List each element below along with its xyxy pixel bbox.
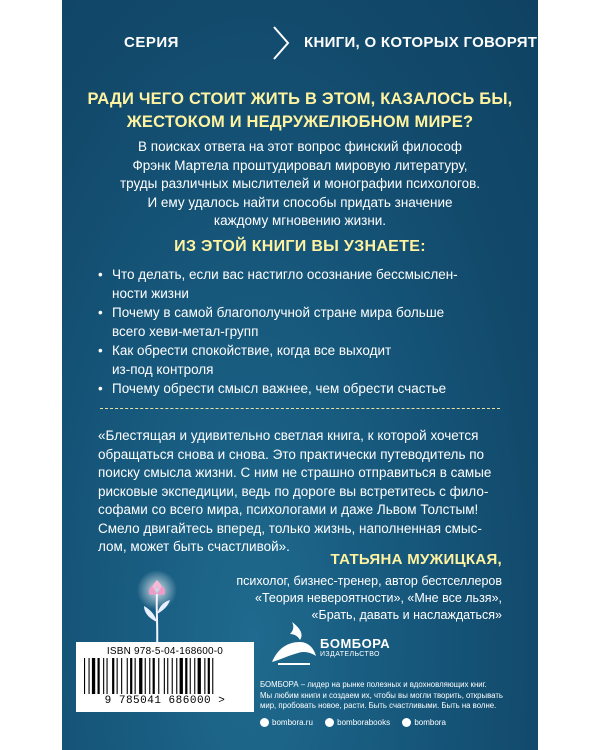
- publisher-description-line: мир, пробовать новое, расти. Быть счастливыми. Быть на волне.: [260, 701, 497, 710]
- bombora-logo-icon: [264, 618, 320, 668]
- series-label: СЕРИЯ: [124, 34, 179, 51]
- headline-line: РАДИ ЧЕГО СТОИТ ЖИТЬ В ЭТОМ, КАЗАЛОСЬ БЫ,: [87, 90, 513, 108]
- learn-list: [98, 266, 518, 400]
- barcode-bar: [103, 658, 104, 694]
- barcode-bar: [153, 658, 155, 694]
- intro-line: Фрэнк Мартела проштудировал мировую литературу,: [132, 157, 468, 173]
- quote-line: обращаться снова и снова. Это практически путеводитель по: [98, 446, 485, 462]
- social-label: bomborabooks: [337, 718, 391, 727]
- barcode-bar: [149, 658, 150, 694]
- barcode-bar: [139, 658, 142, 694]
- headline: [82, 88, 518, 134]
- bullet-icon: •: [98, 381, 103, 396]
- barcode-bar: [130, 658, 132, 694]
- list-item: [98, 380, 518, 399]
- intro-line: И ему удалось найти способы придать значение: [147, 194, 453, 210]
- vk-icon: [325, 718, 334, 727]
- barcode-bar: [158, 658, 159, 694]
- barcode-bar: [164, 658, 165, 694]
- publisher-subtitle: ИЗДАТЕЛЬСТВО: [320, 651, 380, 658]
- bullet-icon: •: [98, 267, 103, 282]
- quote-line: «Блестящая и удивительно светлая книга, к которой хочется: [98, 428, 479, 443]
- barcode-bar: [204, 658, 205, 694]
- barcode-bar: [98, 658, 100, 694]
- review-quote: [98, 427, 502, 557]
- barcode-bar: [194, 658, 195, 694]
- social-label: bombora.ru: [272, 718, 313, 727]
- series-title: КНИГИ, О КОТОРЫХ ГОВОРЯТ: [304, 34, 538, 51]
- barcode-bar: [121, 658, 122, 694]
- list-item-line: Что делать, если вас настигло осознание бессмыслен-: [112, 267, 458, 282]
- social-link-vk[interactable]: [325, 718, 390, 727]
- barcode-bar: [172, 658, 173, 694]
- barcode-bar: [180, 658, 183, 694]
- credential-line: «Брать, давать и наслаждаться»: [311, 608, 502, 622]
- publisher-description: [260, 680, 530, 712]
- quote-author: ТАТЬЯНА МУЖИЦКАЯ,: [330, 551, 502, 568]
- barcode: [82, 658, 248, 694]
- list-item-line: Почему в самой благополучной стране мира больше: [112, 305, 445, 320]
- barcode-bar: [145, 658, 146, 694]
- barcode-bar: [212, 658, 213, 694]
- list-item-line: Почему обрести смысл важнее, чем обрести счастье: [112, 381, 447, 396]
- publisher-description-line: Мы любим книги и создаем их, чтобы вы могли творить, открывать: [260, 690, 503, 700]
- credential-line: психолог, бизнес-тренер, автор бестселлеров: [236, 574, 502, 588]
- list-item-line: ности жизни: [112, 285, 189, 301]
- social-links: [260, 718, 530, 729]
- quote-line: Смело двигайтесь вперед, только жизнь, наполненная смыс-: [98, 520, 482, 536]
- instagram-icon: [260, 718, 269, 727]
- social-label: bombora: [414, 718, 446, 727]
- barcode-digits: 9 785041 686000 >: [104, 695, 226, 707]
- list-item: [98, 304, 518, 341]
- quote-line: рисковые экспедиции, ведь по дороге вы встретитесь с фило-: [98, 483, 489, 499]
- publisher-name: БОМБОРА: [320, 636, 391, 651]
- barcode-bar: [89, 658, 90, 694]
- social-link-telegram[interactable]: [402, 718, 446, 727]
- bullet-icon: •: [98, 305, 103, 320]
- intro-line: В поисках ответа на этот вопрос финский философ: [138, 139, 462, 154]
- dashed-divider: [100, 408, 500, 409]
- series-banner: [62, 0, 538, 82]
- barcode-bar: [92, 658, 95, 694]
- list-item-line: из-под контроля: [112, 361, 214, 377]
- back-cover: [62, 0, 538, 750]
- barcode-bar: [107, 658, 108, 694]
- intro-paragraph: [98, 138, 502, 231]
- isbn-label: ISBN 978-5-04-168600-0: [106, 646, 224, 657]
- list-item: [98, 342, 518, 379]
- barcode-bar: [176, 658, 177, 694]
- barcode-bar: [190, 658, 191, 694]
- quote-line: лом, может быть счастливой».: [98, 539, 290, 554]
- quote-line: софами со всего мира, психологами и даже Львом Толстым!: [98, 502, 479, 517]
- chevron-right-icon: [272, 25, 290, 61]
- social-link-instagram[interactable]: [260, 718, 313, 727]
- learn-title: ИЗ ЭТОЙ КНИГИ ВЫ УЗНАЕТЕ:: [174, 238, 426, 255]
- publisher-description-line: БОМБОРА – лидер на рынке полезных и вдохновляющих книг.: [260, 680, 487, 689]
- barcode-bar: [208, 658, 210, 694]
- list-item: [98, 266, 518, 303]
- barcode-bar: [185, 658, 187, 694]
- intro-line: каждому мгновению жизни.: [213, 213, 387, 228]
- barcode-bar: [167, 658, 168, 694]
- quote-line: поиску смысла жизни. С ним не страшно отправиться в самые: [98, 465, 492, 480]
- barcode-bar: [84, 658, 85, 694]
- barcode-bar: [127, 658, 128, 694]
- barcode-bar: [117, 658, 118, 694]
- credential-line: «Теория невероятности», «Мне все льзя»,: [255, 591, 502, 605]
- list-item-line: всего хеви-метал-групп: [112, 323, 259, 339]
- headline-line: ЖЕСТОКОМ И НЕДРУЖЕЛЮБНОМ МИРЕ?: [126, 113, 474, 131]
- barcode-bar: [135, 658, 136, 694]
- list-item-line: Как обрести спокойствие, когда все выходит: [112, 343, 392, 358]
- barcode-bar: [112, 658, 114, 694]
- telegram-icon: [402, 718, 411, 727]
- bullet-icon: •: [98, 343, 103, 358]
- intro-line: труды различных мыслителей и монографии психологов.: [119, 176, 481, 191]
- barcode-bar: [198, 658, 201, 694]
- glowing-flower-icon: [122, 570, 192, 650]
